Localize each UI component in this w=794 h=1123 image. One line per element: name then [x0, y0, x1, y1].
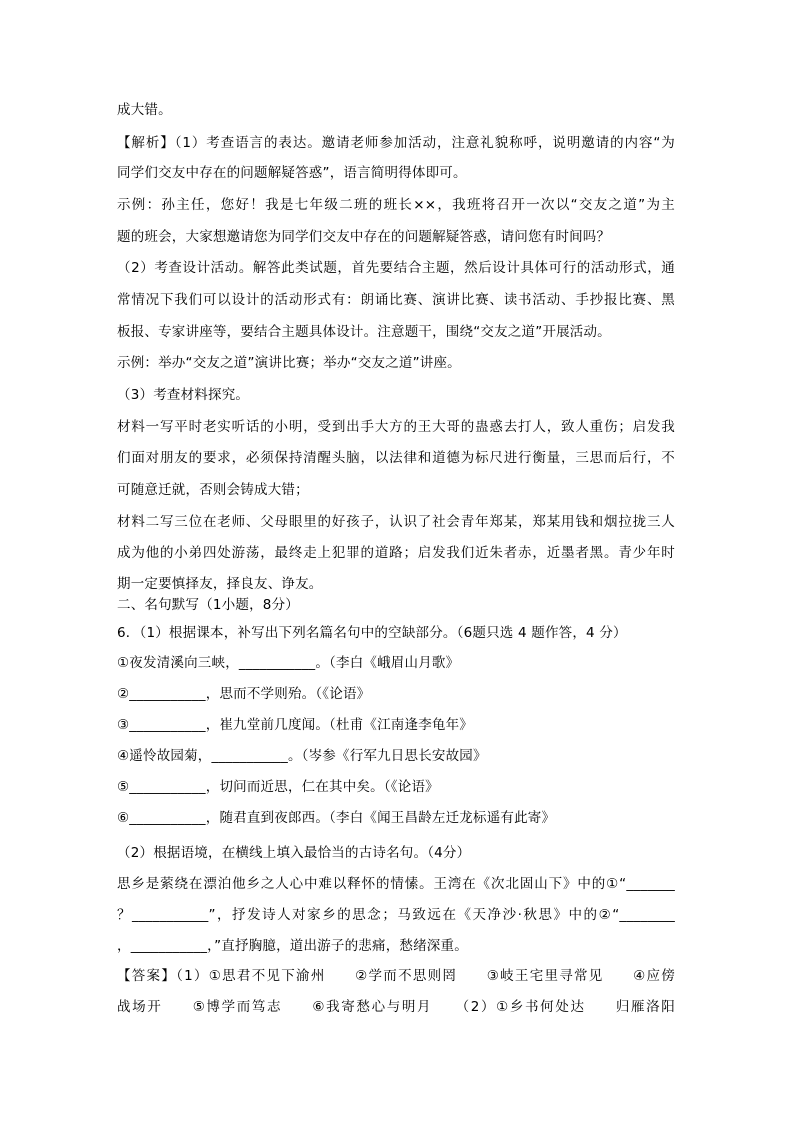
- fill-blank-item: ①夜发清溪向三峡，___________。（李白《峨眉山月歌》: [117, 655, 460, 671]
- text-line: ，___________，”直抒胸臆，道出游子的悲痛，愁绪深重。: [117, 938, 468, 954]
- text-line: 们面对朋友的要求，必须保持清醒头脑，以法律和道德为标尺进行衡量，三思而后行，不: [117, 450, 675, 466]
- answer-line: 战场开 ⑤博学而笃志 ⑥我寄愁心与明月 （2）①乡书何处达 归雁洛阳: [117, 999, 675, 1015]
- text-line: 题的班会，大家想邀请您为同学们交友中存在的问题解疑答惑，请问您有时间吗？: [117, 229, 611, 245]
- text-line: 成为他的小弟四处游荡，最终走上犯罪的道路；启发我们近朱者赤，近墨者黑。青少年时: [117, 545, 675, 561]
- fill-blank-item: ②___________，思而不学则殆。（《论语》: [117, 686, 371, 702]
- question-line: （2）根据语境，在横线上填入最恰当的古诗名句。（4分）: [117, 845, 471, 861]
- analysis-line: 【解析】（1）考查语言的表达。邀请老师参加活动，注意礼貌称呼，说明邀请的内容“为: [117, 135, 675, 151]
- text-line: 可随意迁就，否则会铸成大错；: [117, 482, 309, 498]
- question-line: 6．（1）根据课本，补写出下列名篇名句中的空缺部分。（6题只选 4 题作答，4 分）: [117, 625, 627, 641]
- text-line: 材料二写三位在老师、父母眼里的好孩子，认识了社会青年郑某，郑某用钱和烟拉拢三人: [117, 514, 675, 530]
- text-line: ？___________”，抒发诗人对家乡的思念；马致远在《天净沙·秋思》中的②“________: [117, 907, 675, 923]
- example-line: 示例：孙主任，您好！我是七年级二班的班长××，我班将召开一次以“交友之道”为主: [117, 197, 675, 213]
- fill-blank-item: ④遥怜故园菊，___________。（岑参《行军九日思长安故园》: [117, 748, 487, 764]
- fill-blank-item: ⑤___________，切问而近思，仁在其中矣。（《论语》: [117, 779, 439, 795]
- text-line: 成大错。: [117, 102, 172, 118]
- fill-blank-item: ⑥___________，随君直到夜郎西。（李白《闻王昌龄左迁龙标遥有此寄》: [117, 810, 556, 826]
- text-line: 思乡是萦绕在漂泊他乡之人心中难以释怀的情愫。王湾在《次北固山下》中的①“_______: [117, 876, 675, 892]
- text-line: 板报、专家讲座等，要结合主题具体设计。注意题干，围绕“交友之道”开展活动。: [117, 324, 611, 340]
- text-line: （2）考查设计活动。解答此类试题，首先要结合主题，然后设计具体可行的活动形式，通: [117, 260, 675, 276]
- fill-blank-item: ③___________，崔九堂前几度闻。（杜甫《江南逢李龟年》: [117, 717, 474, 733]
- text-line: 期一定要慎择友，择良友、诤友。: [117, 576, 323, 592]
- text-line: 常情况下我们可以设计的活动形式有：朗诵比赛、演讲比赛、读书活动、手抄报比赛、黑: [117, 292, 675, 308]
- text-line: 同学们交友中存在的问题解疑答惑”，语言简明得体即可。: [117, 165, 467, 181]
- example-line: 示例：举办“交友之道”演讲比赛；举办“交友之道”讲座。: [117, 355, 461, 371]
- text-line: （3）考查材料探究。: [117, 387, 250, 403]
- answer-line: 【答案】（1）①思君不见下渝州 ②学而不思则罔 ③岐王宅里寻常见 ④应傍: [117, 968, 675, 984]
- section-heading: 二、名句默写（1小题，8分）: [117, 597, 299, 613]
- text-line: 材料一写平时老实听话的小明，受到出手大方的王大哥的蛊惑去打人，致人重伤；启发我: [117, 419, 675, 435]
